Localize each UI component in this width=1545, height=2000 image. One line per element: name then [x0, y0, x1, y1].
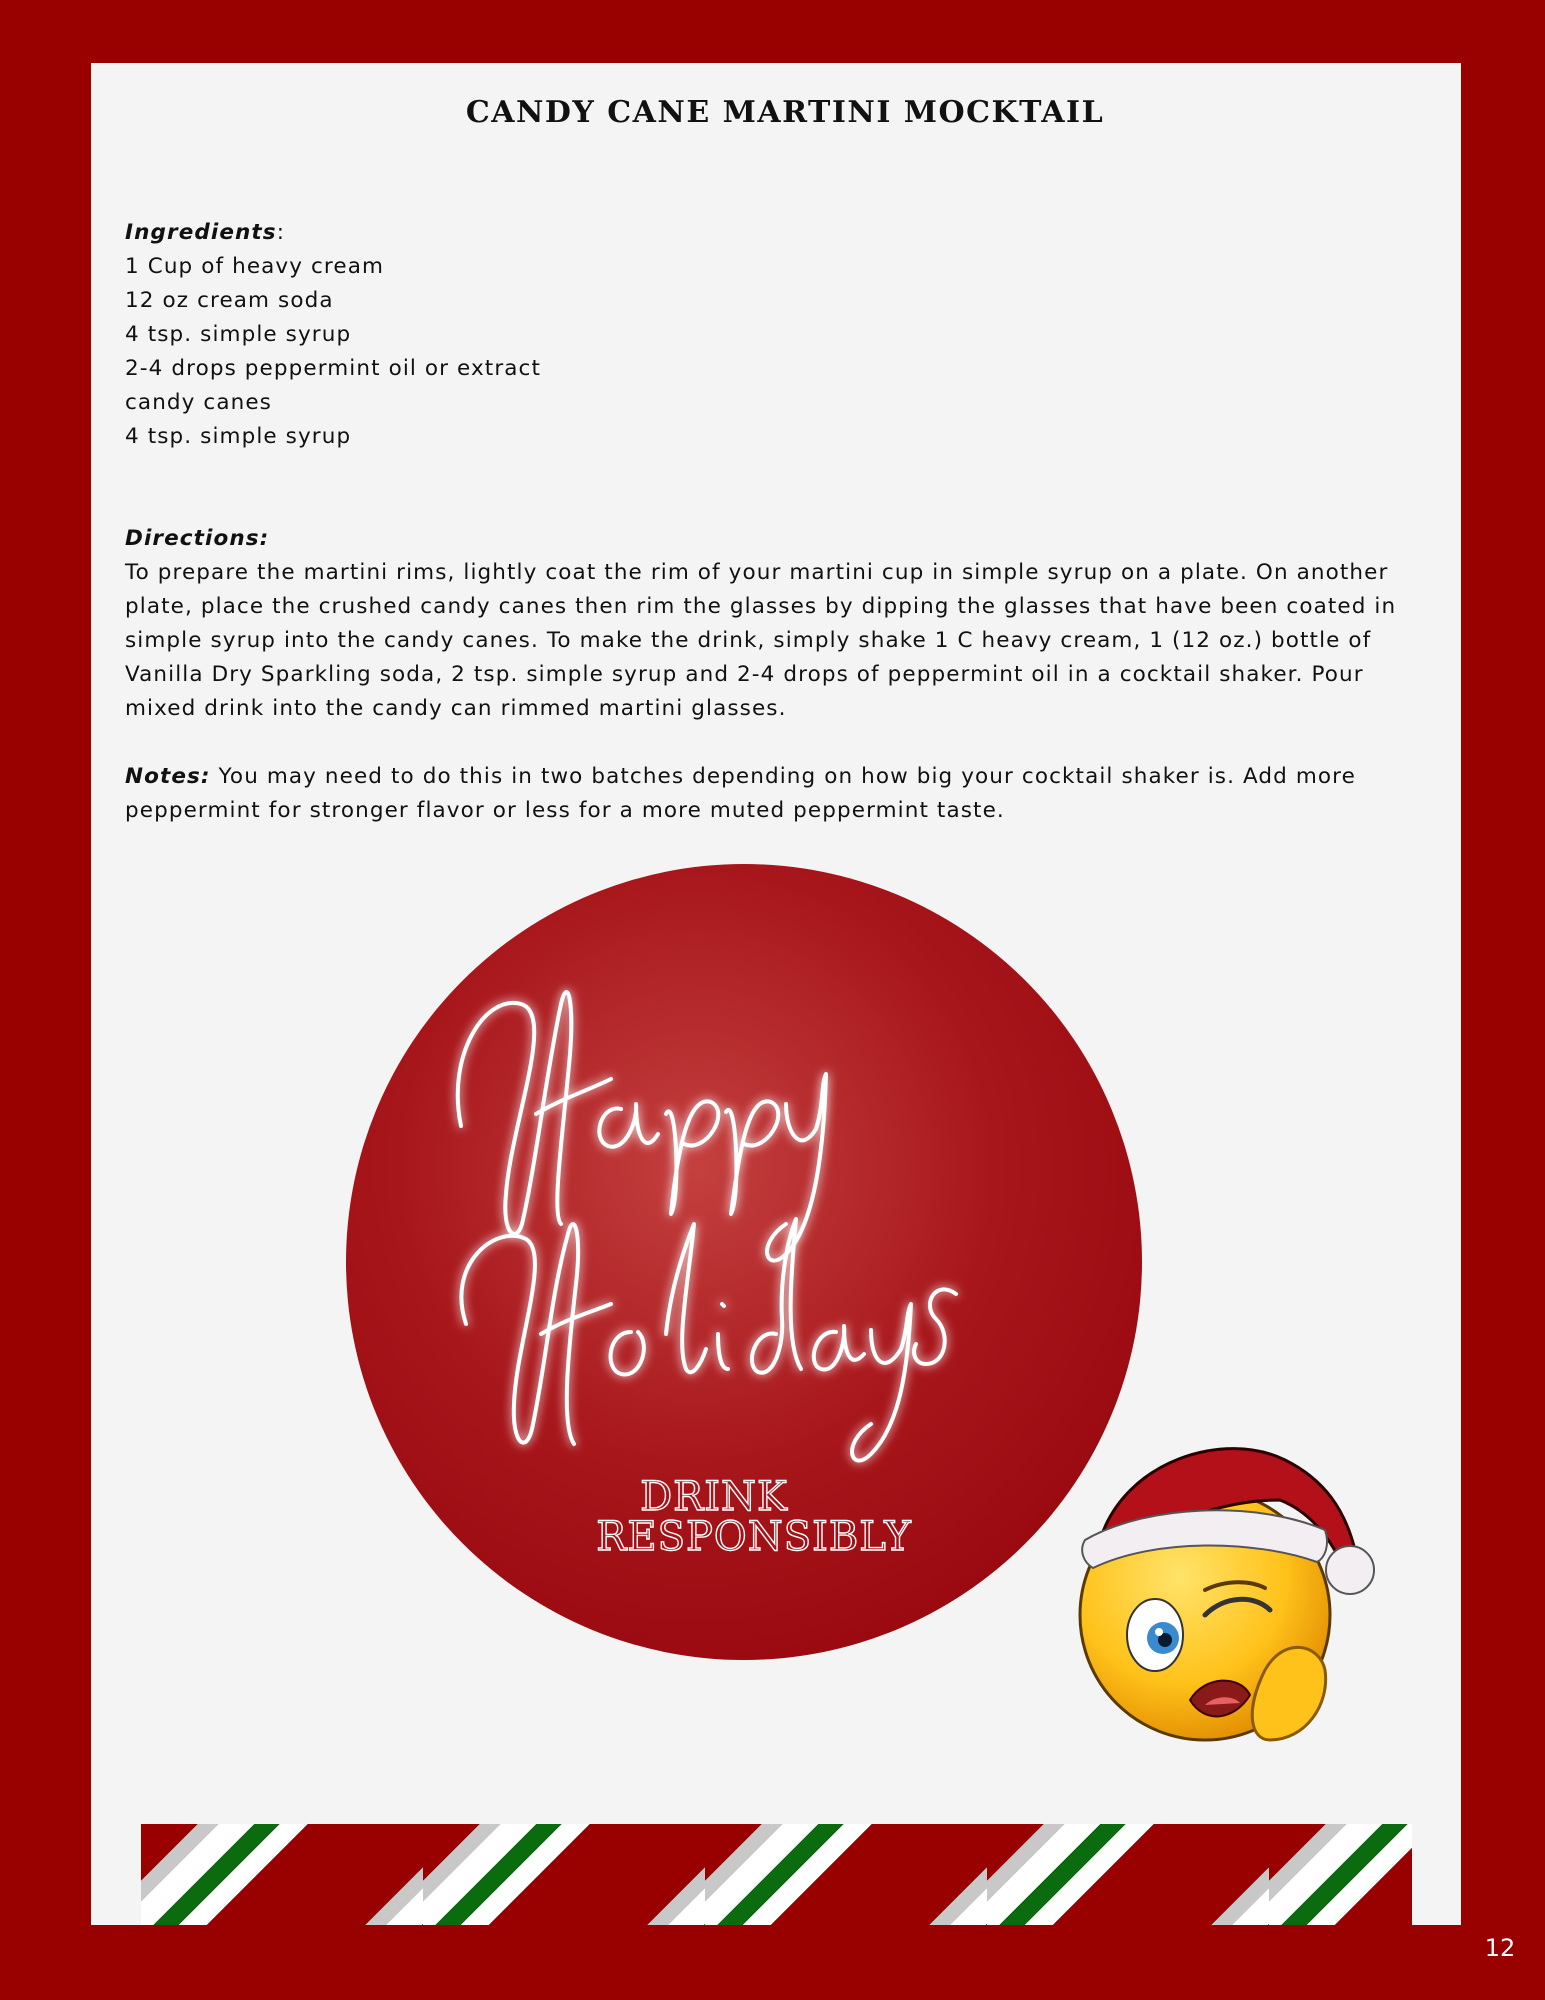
- notes-label: Notes:: [125, 764, 211, 789]
- drink-responsibly-line1: DRINK: [640, 1474, 788, 1520]
- happy-holidays-badge: [346, 864, 1142, 1660]
- notes-section: [125, 760, 1415, 828]
- ingredient-item: 1 Cup of heavy cream: [125, 254, 385, 279]
- notes-text: You may need to do this in two batches depending on how big your cocktail shaker is. Add more peppermint for stronger flavor or less for a more muted peppermint taste.: [125, 764, 1356, 823]
- ingredient-item: 4 tsp. simple syrup: [125, 322, 352, 347]
- ingredient-item: candy canes: [125, 390, 272, 415]
- directions-label: Directions:: [125, 526, 270, 551]
- candy-cane-stripe: [141, 1824, 1412, 1925]
- directions-text: To prepare the martini rims, lightly coat the rim of your martini cup in simple syrup on a plate. On another plate, place the crushed candy canes then rim the glasses by dipping the glasses that have been coated in simple syrup into the candy canes. To make the drink, simply shake 1 C heavy cream, 1 (12 oz.) bottle of Vanilla Dry Sparkling soda, 2 tsp. simple syrup and 2-4 drops of peppermint oil in a cocktail shaker. Pour mixed drink into the candy can rimmed martini glasses.: [125, 560, 1397, 721]
- winking-santa-emoji-icon: [1055, 1420, 1395, 1760]
- ingredient-item: 2-4 drops peppermint oil or extract: [125, 356, 541, 381]
- page-number: 12: [1484, 1934, 1516, 1962]
- ingredients-section: [125, 216, 541, 454]
- ingredient-item: 4 tsp. simple syrup: [125, 424, 352, 449]
- ingredients-colon: :: [276, 220, 286, 245]
- page-title: CANDY CANE MARTINI MOCKTAIL: [465, 95, 1105, 130]
- drink-responsibly-line2: RESPONSIBLY: [596, 1514, 912, 1560]
- ingredients-label: Ingredients: [125, 220, 277, 245]
- ingredient-item: 12 oz cream soda: [125, 288, 334, 313]
- directions-section: [125, 522, 1415, 726]
